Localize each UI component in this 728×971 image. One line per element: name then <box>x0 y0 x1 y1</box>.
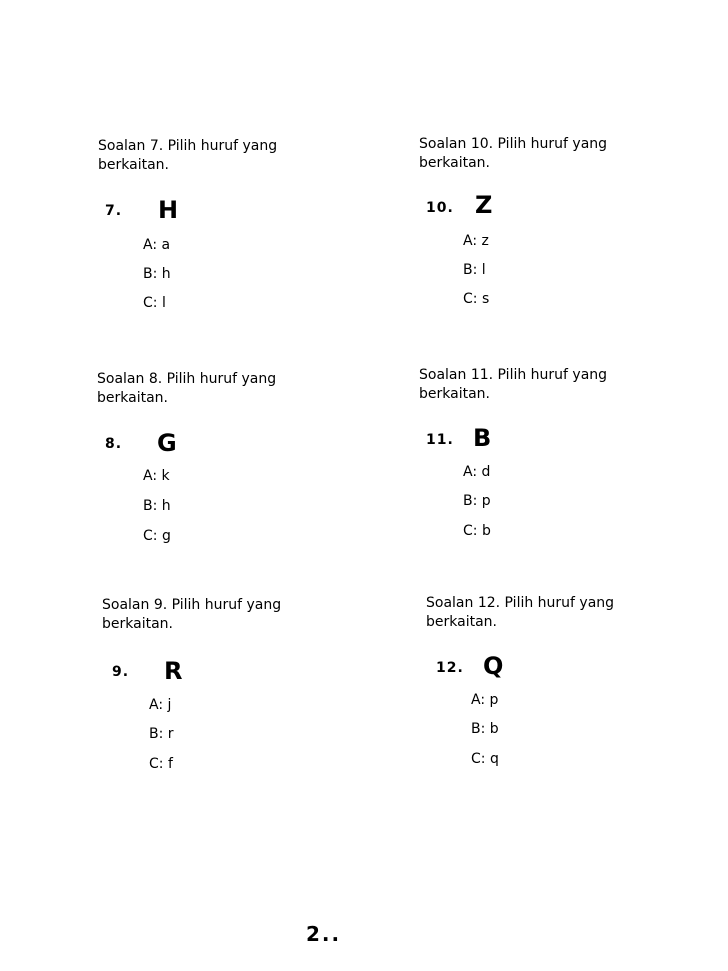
option-c[interactable]: C: q <box>471 751 499 767</box>
option-a[interactable]: A: k <box>143 468 170 484</box>
question-10 <box>419 135 679 307</box>
option-c[interactable]: C: g <box>143 528 171 544</box>
question-number: 8. <box>105 436 123 452</box>
question-number: 10. <box>426 200 454 216</box>
question-prompt: Soalan 12. Pilih huruf yang berkaitan. <box>426 595 615 630</box>
option-c[interactable]: C: l <box>143 295 166 311</box>
question-8 <box>97 370 357 544</box>
option-b[interactable]: B: l <box>463 262 486 278</box>
target-letter: R <box>164 657 183 685</box>
question-prompt: Soalan 8. Pilih huruf yang berkaitan. <box>97 371 277 406</box>
target-letter: Q <box>483 652 504 680</box>
option-c[interactable]: C: b <box>463 523 491 539</box>
target-letter: Z <box>475 191 493 219</box>
question-number: 9. <box>112 664 130 680</box>
question-number: 12. <box>436 660 464 676</box>
question-prompt: Soalan 7. Pilih huruf yang berkaitan. <box>98 138 278 173</box>
option-b[interactable]: B: r <box>149 726 174 742</box>
question-number: 7. <box>105 203 123 219</box>
question-prompt: Soalan 11. Pilih huruf yang berkaitan. <box>419 367 608 402</box>
option-c[interactable]: C: f <box>149 756 173 772</box>
target-letter: G <box>157 429 177 457</box>
option-a[interactable]: A: d <box>463 464 491 480</box>
option-a[interactable]: A: z <box>463 233 489 249</box>
option-b[interactable]: B: b <box>471 721 499 737</box>
question-12 <box>426 594 686 767</box>
option-b[interactable]: B: p <box>463 493 491 509</box>
question-11 <box>419 366 679 539</box>
question-9 <box>102 596 362 772</box>
option-a[interactable]: A: j <box>149 697 172 713</box>
question-prompt: Soalan 9. Pilih huruf yang berkaitan. <box>102 597 282 632</box>
target-letter: B <box>473 424 492 452</box>
question-7 <box>98 137 358 311</box>
page-number: 2.. <box>306 922 342 946</box>
option-a[interactable]: A: p <box>471 692 499 708</box>
question-number: 11. <box>426 432 454 448</box>
option-b[interactable]: B: h <box>143 498 171 514</box>
option-c[interactable]: C: s <box>463 291 490 307</box>
option-a[interactable]: A: a <box>143 237 171 253</box>
target-letter: H <box>158 196 179 224</box>
question-prompt: Soalan 10. Pilih huruf yang berkaitan. <box>419 136 608 171</box>
option-b[interactable]: B: h <box>143 266 171 282</box>
